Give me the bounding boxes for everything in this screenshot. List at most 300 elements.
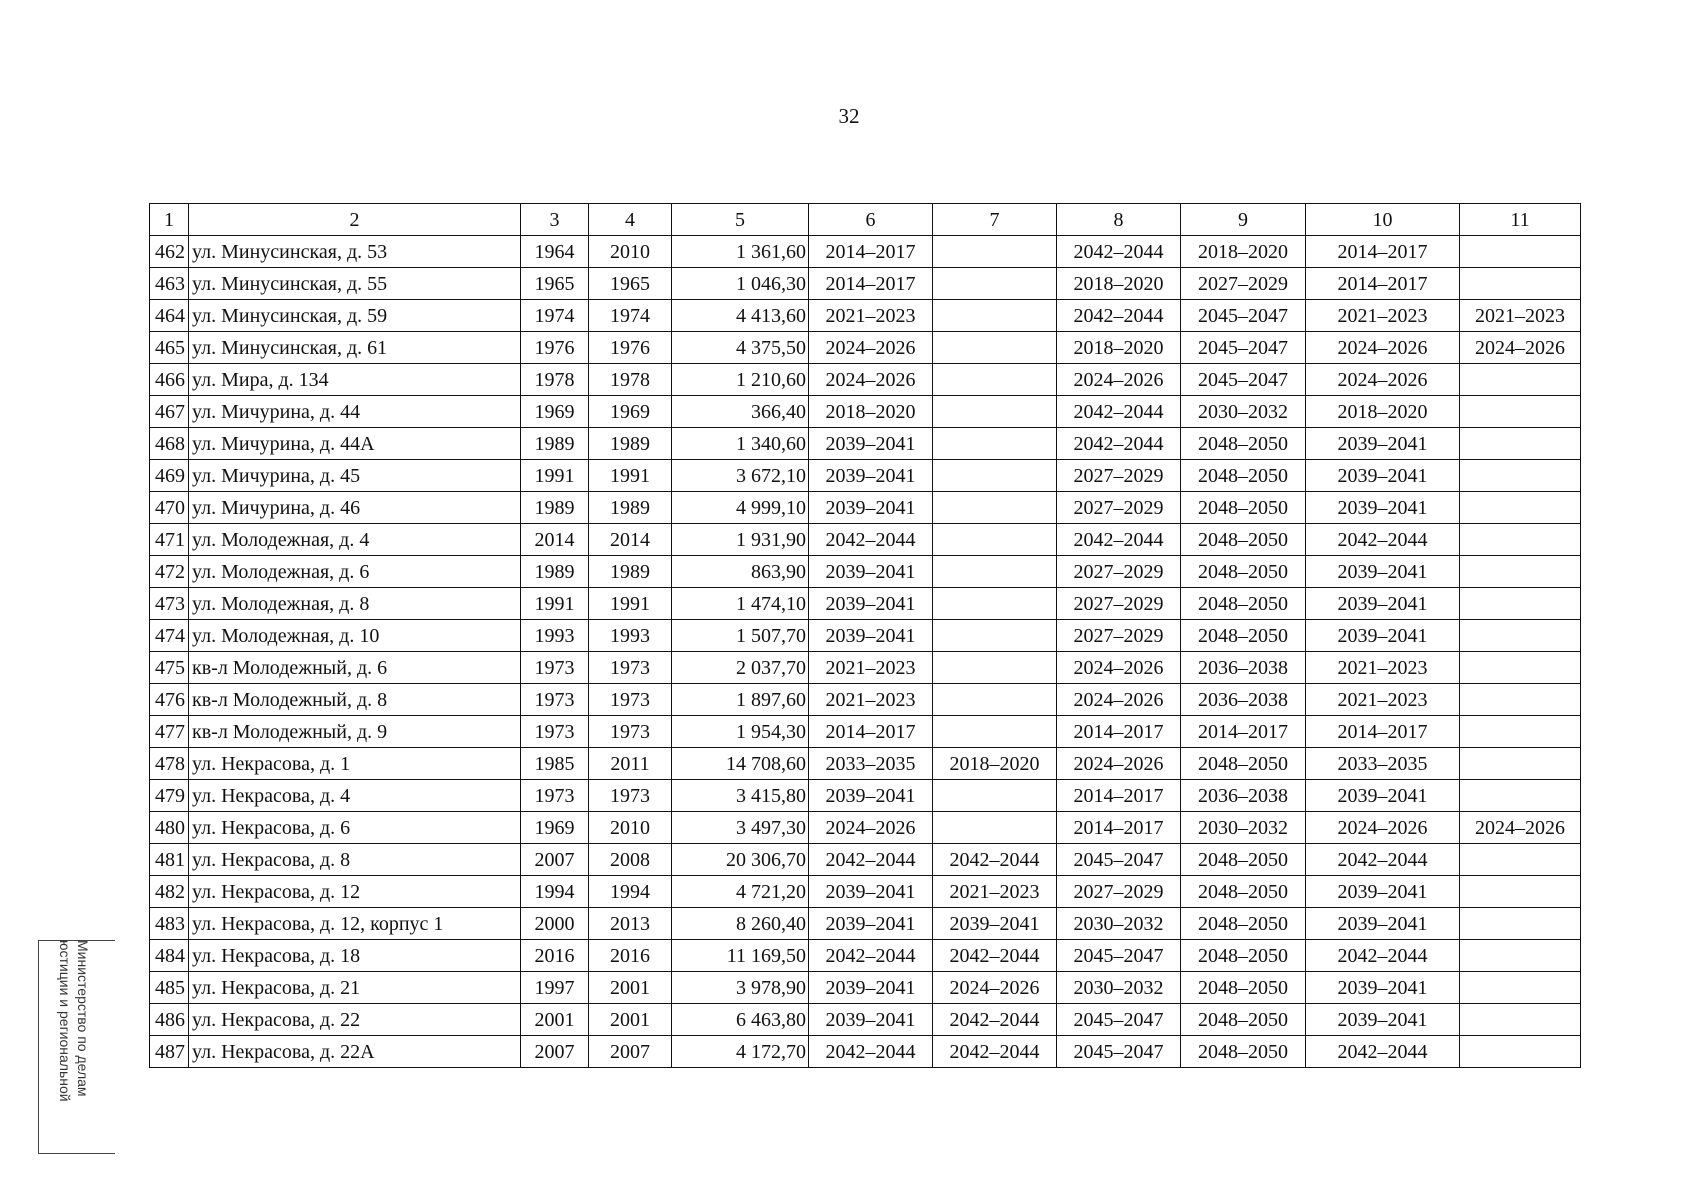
table-row [150, 876, 1581, 908]
table-cell: 2033–2035 [809, 748, 933, 780]
page-number: 32 [838, 104, 860, 128]
table-cell: 2039–2041 [809, 972, 933, 1004]
table-cell: 1973 [521, 684, 589, 716]
table-cell [1460, 588, 1581, 620]
table-cell: 2048–2050 [1181, 460, 1306, 492]
table-cell: 1989 [521, 492, 589, 524]
table-cell [1460, 364, 1581, 396]
table-cell: 3 672,10 [672, 460, 809, 492]
table-cell: 2024–2026 [1057, 684, 1181, 716]
table-cell: 2021–2023 [1306, 652, 1460, 684]
table-cell: 1973 [589, 684, 672, 716]
header-cell: 2 [189, 204, 521, 236]
table-cell: 2014–2017 [1306, 268, 1460, 300]
table-cell: 2048–2050 [1181, 492, 1306, 524]
table-cell: 482 [150, 876, 189, 908]
table-cell: ул. Некрасова, д. 12 [189, 876, 521, 908]
table-cell [1460, 652, 1581, 684]
table-cell: 2039–2041 [809, 460, 933, 492]
table-cell: 467 [150, 396, 189, 428]
table-cell [933, 588, 1057, 620]
table-cell: 1 931,90 [672, 524, 809, 556]
table-cell: 2045–2047 [1057, 1004, 1181, 1036]
table-cell: 2021–2023 [1306, 300, 1460, 332]
table-cell [1460, 844, 1581, 876]
table-cell: 2027–2029 [1057, 588, 1181, 620]
table-cell: ул. Некрасова, д. 22 [189, 1004, 521, 1036]
table-cell: 2 037,70 [672, 652, 809, 684]
table-cell: 2039–2041 [1306, 780, 1460, 812]
table-cell: 4 999,10 [672, 492, 809, 524]
table-cell: ул. Молодежная, д. 8 [189, 588, 521, 620]
table-cell: 1964 [521, 236, 589, 268]
table-cell: 2007 [589, 1036, 672, 1068]
table-cell: 1994 [589, 876, 672, 908]
table-row [150, 748, 1581, 780]
table-cell: 2024–2026 [809, 332, 933, 364]
table-cell: 1965 [589, 268, 672, 300]
table-cell: 2042–2044 [1306, 844, 1460, 876]
table-cell: 1991 [521, 588, 589, 620]
table-cell [1460, 908, 1581, 940]
table-cell: 1993 [589, 620, 672, 652]
table-cell: ул. Мичурина, д. 46 [189, 492, 521, 524]
table-cell: 2048–2050 [1181, 876, 1306, 908]
table-cell: 1973 [521, 716, 589, 748]
table-cell [933, 396, 1057, 428]
table-cell: 2039–2041 [1306, 428, 1460, 460]
table-cell: ул. Некрасова, д. 21 [189, 972, 521, 1004]
table-cell: 2039–2041 [1306, 460, 1460, 492]
header-cell: 11 [1460, 204, 1581, 236]
table-cell: 2014 [589, 524, 672, 556]
table-cell: 2048–2050 [1181, 940, 1306, 972]
table-cell [933, 620, 1057, 652]
table-cell: 2048–2050 [1181, 428, 1306, 460]
table-cell [933, 524, 1057, 556]
table-cell: 2042–2044 [809, 940, 933, 972]
table-cell: 2039–2041 [809, 780, 933, 812]
table-row [150, 300, 1581, 332]
table-cell: 2039–2041 [809, 428, 933, 460]
table-cell: 2010 [589, 236, 672, 268]
table-cell: ул. Минусинская, д. 55 [189, 268, 521, 300]
table-cell [1460, 396, 1581, 428]
table-cell [933, 780, 1057, 812]
table-cell: ул. Некрасова, д. 12, корпус 1 [189, 908, 521, 940]
table-cell [1460, 268, 1581, 300]
table-cell: 2001 [521, 1004, 589, 1036]
table-cell: 2042–2044 [1306, 940, 1460, 972]
table-cell: 1997 [521, 972, 589, 1004]
table-cell: 2039–2041 [933, 908, 1057, 940]
table-cell: 2042–2044 [1057, 396, 1181, 428]
table-cell: 2039–2041 [1306, 588, 1460, 620]
table-cell [933, 492, 1057, 524]
header-cell: 10 [1306, 204, 1460, 236]
table-cell: 20 306,70 [672, 844, 809, 876]
table-cell: 2039–2041 [1306, 876, 1460, 908]
table-cell: 476 [150, 684, 189, 716]
table-cell: ул. Мичурина, д. 44 [189, 396, 521, 428]
table-cell: 2048–2050 [1181, 972, 1306, 1004]
table-cell: 2030–2032 [1181, 812, 1306, 844]
table-cell: 2007 [521, 844, 589, 876]
table-cell [1460, 1004, 1581, 1036]
table-cell: 2039–2041 [1306, 620, 1460, 652]
table-cell: 1985 [521, 748, 589, 780]
table-cell: ул. Минусинская, д. 59 [189, 300, 521, 332]
table-cell: 2027–2029 [1057, 460, 1181, 492]
table-cell: 2021–2023 [933, 876, 1057, 908]
header-row [150, 204, 1581, 236]
table-cell [933, 364, 1057, 396]
table-cell: 2048–2050 [1181, 620, 1306, 652]
table-cell: 464 [150, 300, 189, 332]
table-cell: 4 172,70 [672, 1036, 809, 1068]
table-cell: 2024–2026 [1306, 332, 1460, 364]
table-cell: 2048–2050 [1181, 524, 1306, 556]
table-cell: 2045–2047 [1181, 332, 1306, 364]
table-cell: 1 046,30 [672, 268, 809, 300]
table-cell [933, 556, 1057, 588]
table-row [150, 396, 1581, 428]
table-row [150, 556, 1581, 588]
table-cell: ул. Молодежная, д. 6 [189, 556, 521, 588]
table-cell [1460, 716, 1581, 748]
table-cell: 2024–2026 [1057, 748, 1181, 780]
table-cell: 2027–2029 [1057, 492, 1181, 524]
table-cell: 2036–2038 [1181, 684, 1306, 716]
table-body [150, 236, 1581, 1068]
table-cell: 2014–2017 [809, 268, 933, 300]
table-cell: 474 [150, 620, 189, 652]
table-cell: 2021–2023 [1460, 300, 1581, 332]
table-cell: 1991 [521, 460, 589, 492]
table-cell: 2018–2020 [1057, 268, 1181, 300]
table-cell: 2039–2041 [1306, 1004, 1460, 1036]
table-cell: 1989 [589, 428, 672, 460]
table-cell [933, 684, 1057, 716]
table-cell: 2045–2047 [1057, 940, 1181, 972]
table-cell: ул. Мичурина, д. 45 [189, 460, 521, 492]
table-cell: 4 375,50 [672, 332, 809, 364]
table-cell: 1973 [521, 652, 589, 684]
header-cell: 1 [150, 204, 189, 236]
table-cell: 2027–2029 [1057, 876, 1181, 908]
table-row [150, 236, 1581, 268]
table-cell: 2027–2029 [1181, 268, 1306, 300]
table-cell: 2048–2050 [1181, 588, 1306, 620]
table-cell: 3 497,30 [672, 812, 809, 844]
table-cell: 2039–2041 [809, 492, 933, 524]
table-cell [933, 300, 1057, 332]
table-cell: 479 [150, 780, 189, 812]
table-cell [1460, 780, 1581, 812]
table-cell: 1989 [521, 556, 589, 588]
table-cell: 478 [150, 748, 189, 780]
table-cell: 2018–2020 [809, 396, 933, 428]
table-cell [1460, 876, 1581, 908]
table-cell: 2024–2026 [1306, 812, 1460, 844]
table-cell: 484 [150, 940, 189, 972]
table-cell: 1991 [589, 460, 672, 492]
table-cell: 2042–2044 [1057, 300, 1181, 332]
table-cell [1460, 748, 1581, 780]
table-cell: 1974 [521, 300, 589, 332]
table-cell: 2014–2017 [1306, 236, 1460, 268]
table-cell: 2042–2044 [1306, 1036, 1460, 1068]
table-cell: кв-л Молодежный, д. 8 [189, 684, 521, 716]
header-cell: 5 [672, 204, 809, 236]
table-cell: 2014–2017 [809, 236, 933, 268]
table-cell: ул. Некрасова, д. 1 [189, 748, 521, 780]
table-cell: 2011 [589, 748, 672, 780]
table-cell: 2039–2041 [809, 620, 933, 652]
table-row [150, 716, 1581, 748]
table-cell: 2014–2017 [1181, 716, 1306, 748]
table-cell [933, 428, 1057, 460]
table-cell: 477 [150, 716, 189, 748]
table-cell: ул. Некрасова, д. 8 [189, 844, 521, 876]
table-cell: 2021–2023 [809, 300, 933, 332]
table-cell: ул. Мира, д. 134 [189, 364, 521, 396]
table-cell: кв-л Молодежный, д. 6 [189, 652, 521, 684]
table-cell: 1969 [521, 812, 589, 844]
table-cell: 2024–2026 [809, 364, 933, 396]
table-cell: 2001 [589, 1004, 672, 1036]
table-cell: 2001 [589, 972, 672, 1004]
table-row [150, 940, 1581, 972]
table-cell: 1976 [521, 332, 589, 364]
table-cell [1460, 940, 1581, 972]
table-cell: 2013 [589, 908, 672, 940]
table-cell: 1 210,60 [672, 364, 809, 396]
table-cell: ул. Молодежная, д. 10 [189, 620, 521, 652]
table-cell: 487 [150, 1036, 189, 1068]
table-cell: 2048–2050 [1181, 844, 1306, 876]
table-cell: ул. Молодежная, д. 4 [189, 524, 521, 556]
table-cell: 1 954,30 [672, 716, 809, 748]
table-cell: 3 978,90 [672, 972, 809, 1004]
table-cell: 1973 [589, 716, 672, 748]
table-cell: 2042–2044 [1306, 524, 1460, 556]
table-cell: 2045–2047 [1181, 364, 1306, 396]
table-cell: 2024–2026 [933, 972, 1057, 1004]
table-cell [933, 460, 1057, 492]
table-cell: ул. Некрасова, д. 4 [189, 780, 521, 812]
table-cell [1460, 972, 1581, 1004]
table-cell: 1994 [521, 876, 589, 908]
table-cell: 2048–2050 [1181, 556, 1306, 588]
table-cell: 2048–2050 [1181, 1036, 1306, 1068]
table-cell: 2027–2029 [1057, 620, 1181, 652]
table-cell: 480 [150, 812, 189, 844]
table-cell: 1989 [589, 492, 672, 524]
table-cell: 2000 [521, 908, 589, 940]
table-cell: 471 [150, 524, 189, 556]
table-row [150, 1036, 1581, 1068]
table-cell: 469 [150, 460, 189, 492]
table-cell: 465 [150, 332, 189, 364]
table-row [150, 588, 1581, 620]
table-cell: 2039–2041 [809, 556, 933, 588]
table-cell: 2045–2047 [1181, 300, 1306, 332]
table-cell: 2021–2023 [1306, 684, 1460, 716]
table-cell: 2021–2023 [809, 684, 933, 716]
stamp-line: юстиции и региональной [57, 940, 73, 1102]
table-cell [1460, 620, 1581, 652]
table-row [150, 812, 1581, 844]
data-table [149, 203, 1581, 1068]
table-cell: 2016 [521, 940, 589, 972]
table-cell: 2039–2041 [1306, 908, 1460, 940]
table-cell: 11 169,50 [672, 940, 809, 972]
table-cell: 2024–2026 [1306, 364, 1460, 396]
table-cell: 366,40 [672, 396, 809, 428]
table-cell: ул. Минусинская, д. 61 [189, 332, 521, 364]
table-cell: 463 [150, 268, 189, 300]
table-cell [933, 332, 1057, 364]
table-cell: 8 260,40 [672, 908, 809, 940]
table-cell: 2014–2017 [1057, 780, 1181, 812]
table-cell: 1 361,60 [672, 236, 809, 268]
table-cell: 2048–2050 [1181, 748, 1306, 780]
table-row [150, 428, 1581, 460]
table-cell: 2014–2017 [1306, 716, 1460, 748]
table-cell: 2008 [589, 844, 672, 876]
table-cell: 2042–2044 [1057, 524, 1181, 556]
table-cell [933, 716, 1057, 748]
header-cell: 8 [1057, 204, 1181, 236]
table-cell [1460, 1036, 1581, 1068]
table-cell: 6 463,80 [672, 1004, 809, 1036]
table-cell: ул. Мичурина, д. 44А [189, 428, 521, 460]
table-cell: 2039–2041 [1306, 556, 1460, 588]
table-cell: 1976 [589, 332, 672, 364]
table-cell: 2036–2038 [1181, 780, 1306, 812]
table-cell: 2039–2041 [809, 588, 933, 620]
table-row [150, 972, 1581, 1004]
header-cell: 3 [521, 204, 589, 236]
table-cell: 1 340,60 [672, 428, 809, 460]
stamp-line: Министерство по делам [75, 940, 91, 1097]
table-cell [1460, 684, 1581, 716]
table-cell: 1969 [589, 396, 672, 428]
table-cell: 2007 [521, 1036, 589, 1068]
table-cell: 466 [150, 364, 189, 396]
table-cell: 2018–2020 [1057, 332, 1181, 364]
table-cell: 1965 [521, 268, 589, 300]
table-cell: 481 [150, 844, 189, 876]
table-row [150, 620, 1581, 652]
table-cell: 2042–2044 [933, 940, 1057, 972]
table-row [150, 908, 1581, 940]
table-cell: 1973 [521, 780, 589, 812]
table-cell: 2045–2047 [1057, 844, 1181, 876]
table-cell: 2016 [589, 940, 672, 972]
table-cell: 472 [150, 556, 189, 588]
table-cell: 2024–2026 [1460, 332, 1581, 364]
table-cell: 863,90 [672, 556, 809, 588]
table-cell: 2039–2041 [809, 1004, 933, 1036]
table-cell: 2021–2023 [809, 652, 933, 684]
table-cell: 1973 [589, 652, 672, 684]
table-cell: 2024–2026 [1057, 364, 1181, 396]
table-cell: 486 [150, 1004, 189, 1036]
table-cell: 2014–2017 [1057, 716, 1181, 748]
table-row [150, 364, 1581, 396]
table-cell: 2024–2026 [809, 812, 933, 844]
header-cell: 6 [809, 204, 933, 236]
table-cell [933, 652, 1057, 684]
table-cell: 4 721,20 [672, 876, 809, 908]
table-cell: 1989 [521, 428, 589, 460]
table-cell: ул. Минусинская, д. 53 [189, 236, 521, 268]
table-cell: 2042–2044 [933, 1004, 1057, 1036]
table-cell: ул. Некрасова, д. 18 [189, 940, 521, 972]
table-cell: 2039–2041 [1306, 972, 1460, 1004]
table-cell [933, 268, 1057, 300]
table-cell [933, 812, 1057, 844]
table-cell [1460, 236, 1581, 268]
table-cell: 2042–2044 [809, 524, 933, 556]
table-cell: 2010 [589, 812, 672, 844]
table-row [150, 524, 1581, 556]
table-row [150, 780, 1581, 812]
table-row [150, 652, 1581, 684]
table-cell: 2030–2032 [1057, 972, 1181, 1004]
table-cell [1460, 492, 1581, 524]
table-cell: 1989 [589, 556, 672, 588]
table-cell: 2039–2041 [809, 908, 933, 940]
table-cell: 2027–2029 [1057, 556, 1181, 588]
table-cell: 1973 [589, 780, 672, 812]
table-row [150, 332, 1581, 364]
table-cell: 2036–2038 [1181, 652, 1306, 684]
table-row [150, 684, 1581, 716]
table-cell: 2030–2032 [1057, 908, 1181, 940]
table-cell: 2018–2020 [933, 748, 1057, 780]
table-cell: 2039–2041 [1306, 492, 1460, 524]
table-cell: 2042–2044 [809, 1036, 933, 1068]
header-cell: 7 [933, 204, 1057, 236]
table-row [150, 492, 1581, 524]
table-cell: 1978 [589, 364, 672, 396]
table-cell: 1993 [521, 620, 589, 652]
table-cell: 1 507,70 [672, 620, 809, 652]
table-cell: 475 [150, 652, 189, 684]
table-cell: 2033–2035 [1306, 748, 1460, 780]
table-cell: 2014–2017 [1057, 812, 1181, 844]
table-cell [1460, 524, 1581, 556]
table-cell: 485 [150, 972, 189, 1004]
table-cell: 3 415,80 [672, 780, 809, 812]
table-cell: 2030–2032 [1181, 396, 1306, 428]
table-cell: 2048–2050 [1181, 1004, 1306, 1036]
table-cell: 4 413,60 [672, 300, 809, 332]
table-cell: 2024–2026 [1460, 812, 1581, 844]
table-cell: 473 [150, 588, 189, 620]
table-cell: 2048–2050 [1181, 908, 1306, 940]
table-cell: 1974 [589, 300, 672, 332]
table-cell: 2042–2044 [1057, 428, 1181, 460]
table-cell: 2014–2017 [809, 716, 933, 748]
table-cell: кв-л Молодежный, д. 9 [189, 716, 521, 748]
table-row [150, 460, 1581, 492]
table-cell [933, 236, 1057, 268]
table-cell: 2039–2041 [809, 876, 933, 908]
